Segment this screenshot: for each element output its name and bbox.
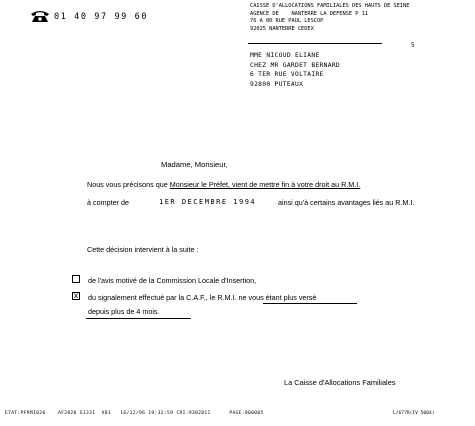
footer-form-code: L/677R(IV 5004) [393,411,435,416]
sender-address [250,3,409,33]
reason-text-commission: de l'avis motivé de la Commission Locale d'Insertion, [88,276,257,285]
recipient-address [250,51,340,89]
sender-line: 92025 NANTERRE CEDEX [250,25,314,32]
sender-line: CAISSE D'ALLOCATIONS FAMILIALES DES HAUTS DE SEINE [250,3,410,9]
underline-rule [263,303,357,304]
effective-date: 1ER DECEMBRE 1994 [159,198,257,206]
footer-reference: ETAT:PFRMI020 AF2820 G1331 V01 16/12/96 19:32:59 CRI:9302811 PAGE:000005 [5,411,264,416]
reason-2-part-2: ne vous étant plus versé [238,293,317,302]
recipient-line: 6 TER RUE VOLTAIRE [250,71,324,79]
reason-checkbox-signalement[interactable] [72,292,80,300]
letter-line-1 [87,180,360,189]
recipient-line: MME NICOUD ELIANE [250,52,320,59]
telephone-icon [30,10,50,23]
line2-prefix: à compter de [87,198,129,207]
sender-line: 76 A 80 RUE PAUL LESCOP [250,18,324,25]
reason-text-signalement [88,293,316,302]
reason-2-part-3: depuis plus de 4 mois. [88,307,160,316]
signature: La Caisse d'Allocations Familiales [284,378,396,387]
recipient-line: 92800 PUTEAUX [250,80,304,88]
line1-prefix: Nous vous précisons que [87,180,168,189]
reason-checkbox-commission[interactable] [72,275,80,283]
phone-number: 01 40 97 99 60 [54,12,149,22]
underline-rule [86,318,191,319]
check-mark: x [73,290,79,300]
line1-underlined-text: Monsieur le Préfet, vient de mettre fin à votre droit au R.M.I. [169,180,361,189]
line2-suffix: ainsi qu'à certains avantages liés au R.M.I. [278,198,415,207]
salutation: Madame, Monsieur, [161,160,228,169]
reason-2-part-1: du signalement effectué par la C.A.F., le R.M.I. [88,293,237,302]
sender-line: AGENCE DE NANTERRE LA DEFENSE P 11 [250,10,368,17]
page-mark: 5 [411,42,415,49]
decision-intro: Cette décision intervient à la suite : [87,245,199,254]
header-divider [248,43,382,44]
recipient-line: CHEZ MR GARDET BERNARD [250,61,341,69]
